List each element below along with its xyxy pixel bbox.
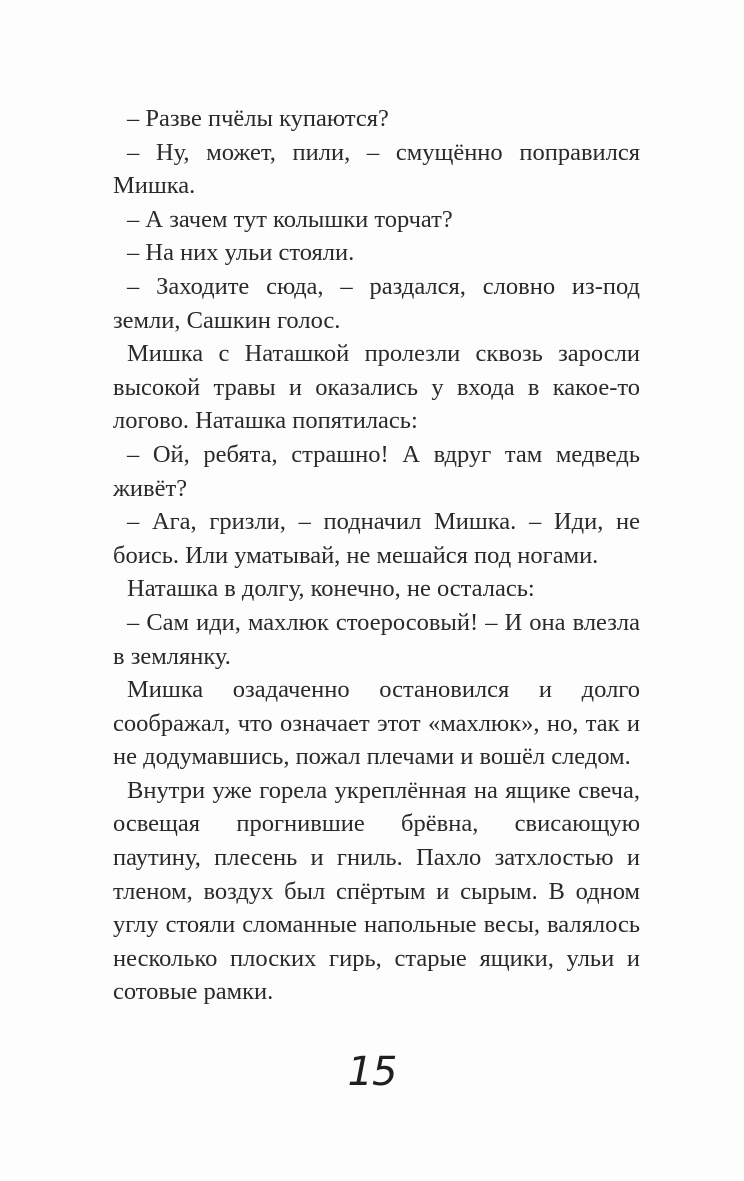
paragraph: – На них ульи стояли. (127, 239, 355, 267)
paragraph: – А зачем тут колышки торчат? (127, 205, 453, 233)
page-text (113, 102, 640, 1009)
paragraph: – Заходите сюда, – раздался, словно из-под земли, Сашкин голос. (113, 272, 640, 334)
paragraph: – Ну, может, пили, – смущённо поправился Мишка. (113, 138, 640, 200)
paragraph: – Ой, ребята, страшно! А вдруг там медведь живёт? (113, 440, 640, 502)
paragraph: – Ага, гризли, – подначил Мишка. – Иди, не боись. Или уматывай, не мешайся под ногами. (113, 508, 640, 569)
page-number: 15 (347, 1049, 397, 1095)
paragraph: Наташка в долгу, конечно, не осталась: (127, 575, 535, 603)
paragraph: Внутри уже горела укреплённая на ящике свеча, освещая прогнившие брёвна, свисающую паутину, плесень и гниль. Пахло затхлостью и тленом, воздух был спёртым и сырым. В одном углу стояли сломанные напольные весы, валялось несколько плоских гирь, старые ящики, ульи и сотовые рамки. (113, 776, 640, 1006)
paragraph: Мишка озадаченно остановился и долго соображал, что означает этот «махлюк», но, так и не додумавшись, пожал плечами и вошёл следом. (113, 676, 640, 771)
paragraph: – Сам иди, махлюк стоеросовый! – И она влезла в землянку. (113, 608, 640, 670)
paragraph: – Разве пчёлы купаются? (127, 105, 389, 132)
paragraph: Мишка с Наташкой пролезли сквозь заросли высокой травы и оказались у входа в какое-то логово. Наташка попятилась: (113, 340, 640, 435)
